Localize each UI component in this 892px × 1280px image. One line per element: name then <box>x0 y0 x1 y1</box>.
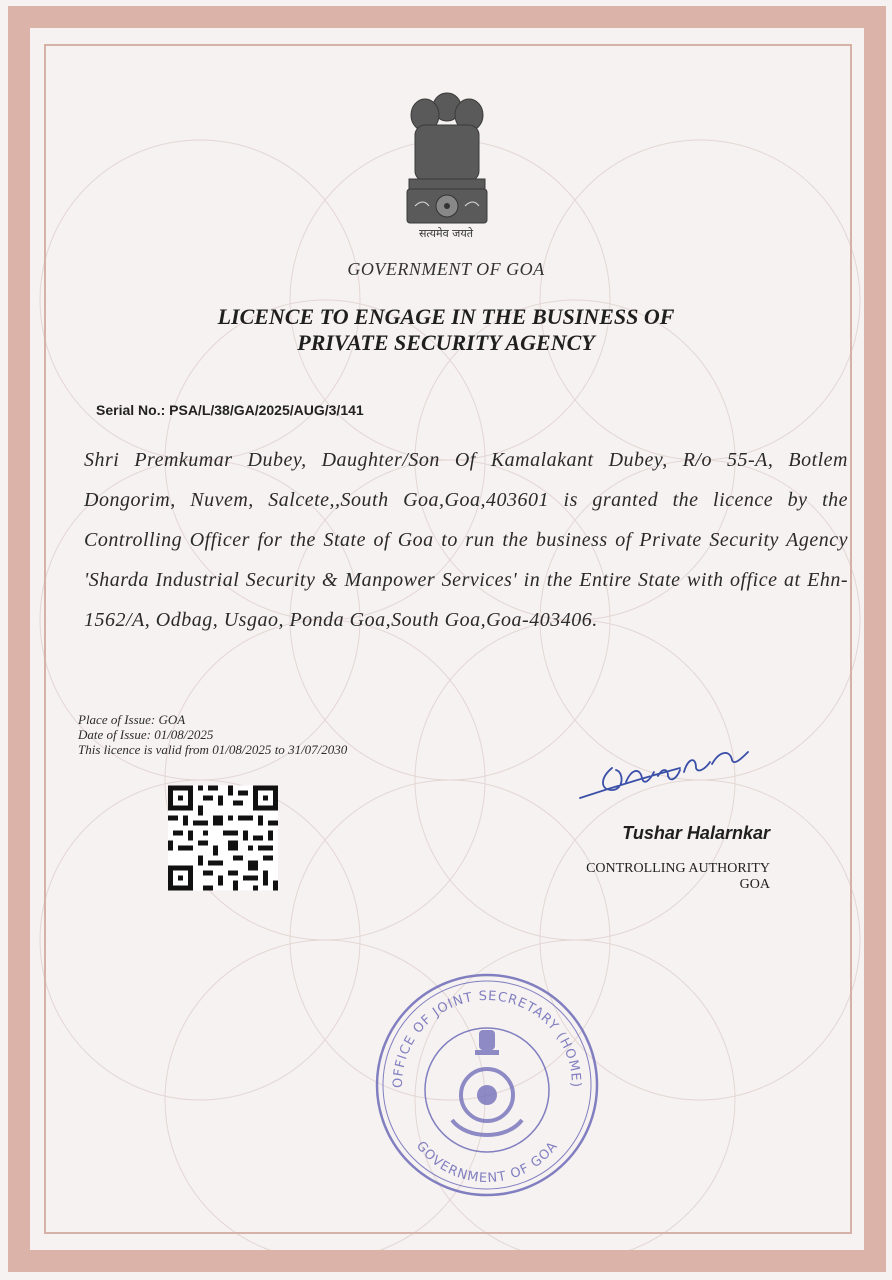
emblem-motto: सत्यमेव जयते <box>418 227 473 240</box>
office-seal-icon <box>372 970 602 1200</box>
signatory-location: GOA <box>739 877 770 892</box>
date-value: 01/08/2025 <box>154 727 214 742</box>
licence-title <box>0 304 892 356</box>
issue-details <box>78 712 347 757</box>
serial-value: PSA/L/38/GA/2025/AUG/3/141 <box>169 402 364 418</box>
place-of-issue <box>78 712 347 727</box>
date-label: Date of Issue: <box>78 727 151 742</box>
serial-number <box>96 402 364 418</box>
place-label: Place of Issue: <box>78 712 156 727</box>
signatory-title: CONTROLLING AUTHORITY <box>586 861 770 876</box>
licence-title-line2: PRIVATE SECURITY AGENCY <box>297 330 595 355</box>
svg-text:GOVERNMENT OF GOA: GOVERNMENT OF GOA <box>412 1138 562 1187</box>
valid-to: 31/07/2030 <box>288 742 348 757</box>
qr-code[interactable] <box>168 785 278 891</box>
validity-label: This licence is valid from <box>78 742 209 757</box>
licence-body-text: Shri Premkumar Dubey, Daughter/Son Of Kamalakant Dubey, R/o 55-A, Botlem Dongorim, Nuvem, Salcete,,South Goa,Goa,403601 is granted the licence by the Controlling Officer for the State of Goa to run the business of Private Security Agency 'Sharda Industrial Security & Manpower Services' in the Entire State with office at Ehn-1562/A, Odbag, Usgao, Ponda Goa,South Goa,Goa-403406. <box>84 449 848 631</box>
handwritten-signature <box>570 728 760 808</box>
date-of-issue <box>78 727 347 742</box>
place-value: GOA <box>158 712 186 727</box>
government-heading: GOVERNMENT OF GOA <box>347 259 545 279</box>
validity-period <box>78 742 347 757</box>
svg-text:OFFICE OF JOINT SECRETARY (HOM: OFFICE OF JOINT SECRETARY (HOME) <box>390 988 584 1089</box>
valid-from: 01/08/2025 <box>212 742 272 757</box>
licence-title-line1: LICENCE TO ENGAGE IN THE BUSINESS OF <box>217 304 675 329</box>
serial-label: Serial No.: <box>96 402 166 418</box>
signatory-role <box>560 861 770 893</box>
valid-to-word: to <box>274 742 285 757</box>
signatory-name: Tushar Halarnkar <box>622 823 770 843</box>
state-emblem-icon <box>395 85 499 245</box>
